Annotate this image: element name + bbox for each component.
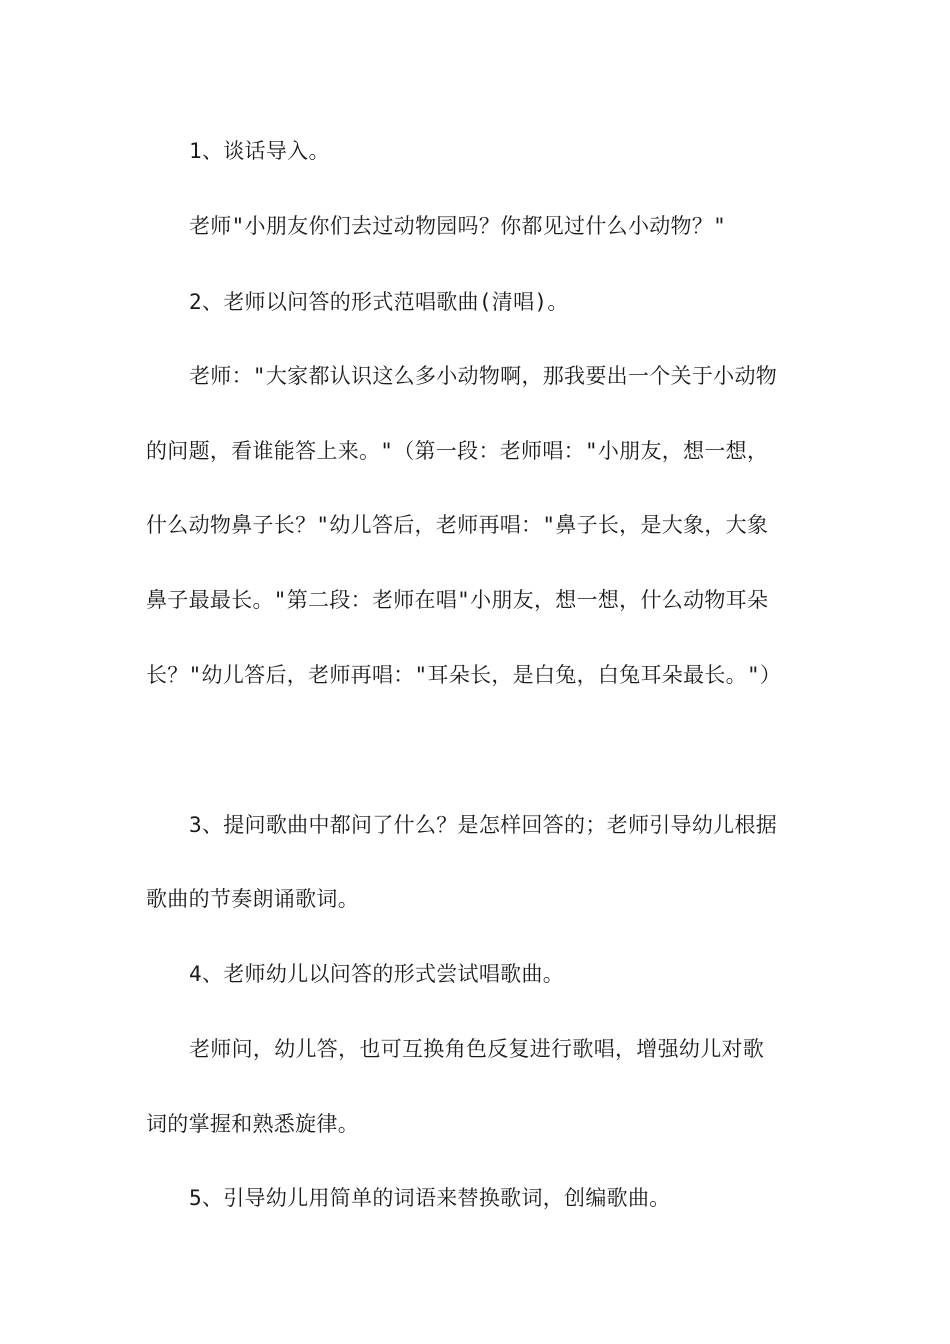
- paragraph-step-4-heading: 4、老师幼儿以问答的形式尝试唱歌曲。: [189, 962, 565, 986]
- paragraph-teacher-song-line-4: 鼻子最最长。"第二段：老师在唱"小朋友，想一想，什么动物耳朵: [146, 588, 769, 612]
- paragraph-teacher-song-line-5: 长？"幼儿答后，老师再唱："耳朵长，是白兔，白兔耳朵最长。"）: [146, 663, 782, 687]
- paragraph-teacher-song-line-3: 什么动物鼻子长？"幼儿答后，老师再唱："鼻子长，是大象，大象: [146, 513, 769, 537]
- paragraph-step-2-heading: 2、老师以问答的形式范唱歌曲(清唱)。: [189, 290, 569, 314]
- paragraph-step-3-line-2: 歌曲的节奏朗诵歌词。: [146, 887, 359, 911]
- paragraph-teacher-question: 老师"小朋友你们去过动物园吗？你都见过什么小动物？": [189, 214, 727, 238]
- paragraph-teacher-song-line-1: 老师："大家都认识这么多小动物啊，那我要出一个关于小动物: [189, 364, 778, 388]
- paragraph-step-4-detail-line-2: 词的掌握和熟悉旋律。: [146, 1112, 359, 1136]
- paragraph-step-4-detail-line-1: 老师问，幼儿答，也可互换角色反复进行歌唱，增强幼儿对歌: [189, 1037, 765, 1061]
- paragraph-step-3-line-1: 3、提问歌曲中都问了什么？是怎样回答的；老师引导幼儿根据: [189, 813, 778, 837]
- paragraph-teacher-song-line-2: 的问题，看谁能答上来。"（第一段：老师唱："小朋友，想一想，: [146, 439, 769, 463]
- paragraph-step-1-heading: 1、谈话导入。: [189, 139, 330, 163]
- paragraph-step-5-heading: 5、引导幼儿用简单的词语来替换歌词，创编歌曲。: [189, 1186, 671, 1210]
